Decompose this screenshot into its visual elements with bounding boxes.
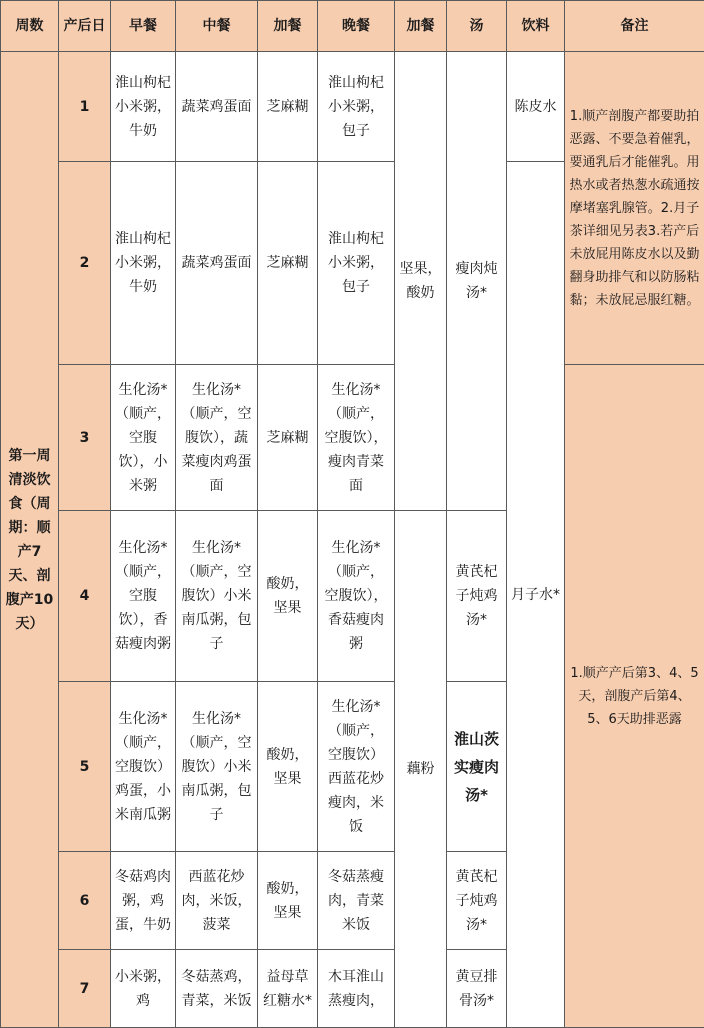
lunch-cell: 蔬菜鸡蛋面 (176, 162, 258, 365)
lunch-cell: 蔬菜鸡蛋面 (176, 52, 258, 162)
header-breakfast: 早餐 (111, 1, 176, 52)
week-label: 第一周清淡饮食（周期：顺产7天、剖腹产10天） (1, 52, 59, 1028)
lunch-cell: 西蓝花炒肉，米饭，菠菜 (176, 852, 258, 950)
day-cell: 1 (59, 52, 111, 162)
day-cell: 2 (59, 162, 111, 365)
note-cell: 1.顺产剖腹产都要助拍恶露、不要急着催乳，要通乳后才能催乳。用热水或者热葱水疏通按摩堵塞乳腺管。2.月子茶详细见另表3.若产后未放屁用陈皮水以及勤翻身助排气和以防肠粘黏；未放屁忌服红糖。 (565, 52, 704, 365)
header-soup: 汤 (447, 1, 507, 52)
dinner-cell: 淮山枸杞小米粥，包子 (318, 162, 395, 365)
drink-cell: 陈皮水 (507, 52, 565, 162)
header-dinner: 晚餐 (318, 1, 395, 52)
breakfast-cell: 生化汤*（顺产，空腹饮），小米粥 (111, 365, 176, 511)
note-cell: 1.顺产产后第3、4、5天，剖腹产后第4、5、6天助排恶露 (565, 365, 704, 1028)
header-snack-1: 加餐 (258, 1, 318, 52)
header-day: 产后日 (59, 1, 111, 52)
soup-cell: 黄豆排骨汤* (447, 950, 507, 1028)
day-cell: 4 (59, 511, 111, 682)
breakfast-cell: 淮山枸杞小米粥，牛奶 (111, 52, 176, 162)
snack-cell: 芝麻糊 (258, 365, 318, 511)
snack2-cell: 坚果，酸奶 (395, 52, 447, 511)
day-cell: 7 (59, 950, 111, 1028)
drink-cell: 月子水* (507, 162, 565, 1028)
breakfast-cell: 生化汤*（顺产，空腹饮）鸡蛋，小米南瓜粥 (111, 682, 176, 852)
soup-cell: 淮山茨实瘦肉汤* (447, 682, 507, 852)
breakfast-cell: 生化汤*（顺产，空腹饮），香菇瘦肉粥 (111, 511, 176, 682)
lunch-cell: 生化汤*（顺产，空腹饮）小米南瓜粥，包子 (176, 511, 258, 682)
table-row (1, 52, 704, 162)
breakfast-cell: 冬菇鸡肉粥，鸡蛋，牛奶 (111, 852, 176, 950)
header-drink: 饮料 (507, 1, 565, 52)
snack-cell: 酸奶，坚果 (258, 852, 318, 950)
snack2-cell: 藕粉 (395, 511, 447, 1028)
soup-cell: 黄芪杞子炖鸡汤* (447, 511, 507, 682)
soup-cell: 黄芪杞子炖鸡汤* (447, 852, 507, 950)
day-cell: 3 (59, 365, 111, 511)
breakfast-cell: 小米粥，鸡 (111, 950, 176, 1028)
header-row (1, 1, 704, 52)
header-week: 周数 (1, 1, 59, 52)
lunch-cell: 生化汤*（顺产，空腹饮）小米南瓜粥，包子 (176, 682, 258, 852)
snack-cell: 酸奶，坚果 (258, 682, 318, 852)
dinner-cell: 生化汤*（顺产，空腹饮），瘦肉青菜面 (318, 365, 395, 511)
dinner-cell: 生化汤*（顺产，空腹饮）西蓝花炒瘦肉，米饭 (318, 682, 395, 852)
header-lunch: 中餐 (176, 1, 258, 52)
dinner-cell: 木耳淮山蒸瘦肉， (318, 950, 395, 1028)
snack-cell: 益母草红糖水* (258, 950, 318, 1028)
dinner-cell: 冬菇蒸瘦肉，青菜米饭 (318, 852, 395, 950)
breakfast-cell: 淮山枸杞小米粥，牛奶 (111, 162, 176, 365)
snack-cell: 芝麻糊 (258, 162, 318, 365)
header-snack-2: 加餐 (395, 1, 447, 52)
lunch-cell: 冬菇蒸鸡，青菜，米饭 (176, 950, 258, 1028)
snack-cell: 酸奶，坚果 (258, 511, 318, 682)
soup-cell: 瘦肉炖汤* (447, 52, 507, 511)
snack-cell: 芝麻糊 (258, 52, 318, 162)
header-notes: 备注 (565, 1, 704, 52)
day-cell: 5 (59, 682, 111, 852)
dinner-cell: 生化汤*（顺产，空腹饮），香菇瘦肉粥 (318, 511, 395, 682)
dinner-cell: 淮山枸杞小米粥，包子 (318, 52, 395, 162)
table-row (1, 365, 704, 511)
day-cell: 6 (59, 852, 111, 950)
lunch-cell: 生化汤*（顺产，空腹饮），蔬菜瘦肉鸡蛋面 (176, 365, 258, 511)
